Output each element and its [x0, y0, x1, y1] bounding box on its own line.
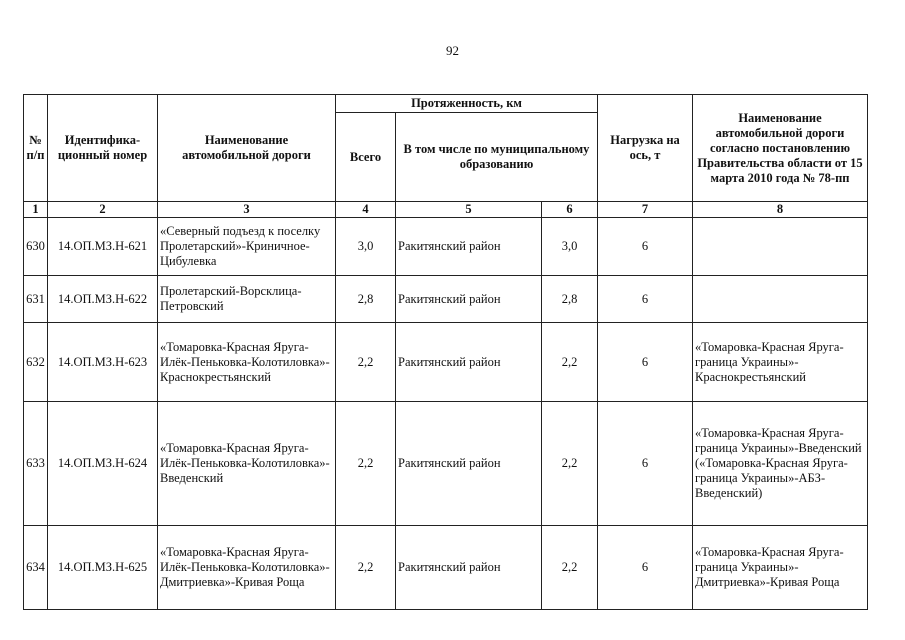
road-name: Пролетарский-Ворсклица-Петровский: [158, 276, 336, 323]
row-number: 631: [24, 276, 48, 323]
length-total: 3,0: [336, 218, 396, 276]
length-total: 2,2: [336, 402, 396, 526]
index-cell: 3: [158, 202, 336, 218]
district-name: Ракитянский район: [396, 402, 542, 526]
axle-load: 6: [598, 526, 693, 610]
axle-load: 6: [598, 276, 693, 323]
district-length: 3,0: [542, 218, 598, 276]
header-axle-load: Нагрузка на ось, т: [598, 95, 693, 202]
district-length: 2,8: [542, 276, 598, 323]
index-cell: 2: [48, 202, 158, 218]
header-no: № п/п: [24, 95, 48, 202]
axle-load: 6: [598, 218, 693, 276]
district-length: 2,2: [542, 526, 598, 610]
row-number: 632: [24, 323, 48, 402]
official-name: [693, 276, 868, 323]
official-name: «Томаровка-Красная Яруга-граница Украины»-Введенский («Томаровка-Красная Яруга-граница Украины»-АБЗ-Введенский): [693, 402, 868, 526]
district-name: Ракитянский район: [396, 276, 542, 323]
official-name: «Томаровка-Красная Яруга-граница Украины»-Дмитриевка»-Кривая Роща: [693, 526, 868, 610]
official-name: «Томаровка-Красная Яруга-граница Украины»-Краснокрестьянский: [693, 323, 868, 402]
table-row: [24, 526, 868, 610]
row-number: 633: [24, 402, 48, 526]
index-cell: 5: [396, 202, 542, 218]
header-total: Всего: [336, 113, 396, 202]
district-name: Ракитянский район: [396, 218, 542, 276]
road-id: 14.ОП.МЗ.Н-622: [48, 276, 158, 323]
row-number: 630: [24, 218, 48, 276]
table-row: [24, 323, 868, 402]
road-name: «Томаровка-Красная Яруга-Илёк-Пеньковка-Колотиловка»-Краснокрестьянский: [158, 323, 336, 402]
length-total: 2,2: [336, 526, 396, 610]
road-name: «Томаровка-Красная Яруга-Илёк-Пеньковка-Колотиловка»-Дмитриевка»-Кривая Роща: [158, 526, 336, 610]
road-id: 14.ОП.МЗ.Н-625: [48, 526, 158, 610]
index-cell: 1: [24, 202, 48, 218]
header-municipal: В том числе по муниципальному образованию: [396, 113, 598, 202]
road-name: «Северный подъезд к поселку Пролетарский»-Криничное-Цибулевка: [158, 218, 336, 276]
index-cell: 6: [542, 202, 598, 218]
roads-table: [23, 94, 868, 610]
road-id: 14.ОП.МЗ.Н-621: [48, 218, 158, 276]
district-length: 2,2: [542, 402, 598, 526]
header-length-group: Протяженность, км: [336, 95, 598, 113]
district-length: 2,2: [542, 323, 598, 402]
road-id: 14.ОП.МЗ.Н-624: [48, 402, 158, 526]
table-row: [24, 276, 868, 323]
district-name: Ракитянский район: [396, 323, 542, 402]
table-row: [24, 402, 868, 526]
index-cell: 8: [693, 202, 868, 218]
district-name: Ракитянский район: [396, 526, 542, 610]
index-cell: 7: [598, 202, 693, 218]
road-id: 14.ОП.МЗ.Н-623: [48, 323, 158, 402]
row-number: 634: [24, 526, 48, 610]
header-official-name: Наименование автомобильной дороги согласно постановлению Правительства области от 15 марта 2010 года № 78-пп: [693, 95, 868, 202]
axle-load: 6: [598, 323, 693, 402]
header-id: Идентифика-ционный номер: [48, 95, 158, 202]
page-number: 92: [446, 43, 459, 58]
length-total: 2,2: [336, 323, 396, 402]
official-name: [693, 218, 868, 276]
axle-load: 6: [598, 402, 693, 526]
table-row: [24, 218, 868, 276]
road-name: «Томаровка-Красная Яруга-Илёк-Пеньковка-Колотиловка»-Введенский: [158, 402, 336, 526]
index-cell: 4: [336, 202, 396, 218]
header-road-name: Наименование автомобильной дороги: [158, 95, 336, 202]
length-total: 2,8: [336, 276, 396, 323]
